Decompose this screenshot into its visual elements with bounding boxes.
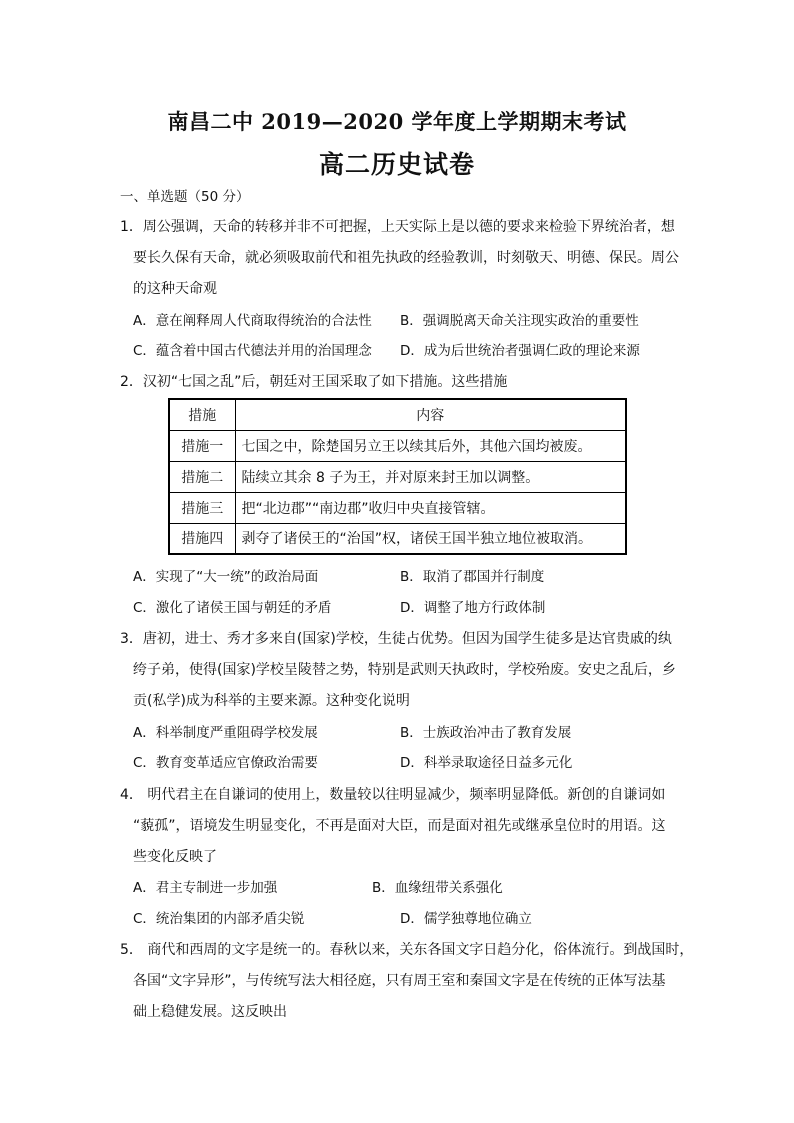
question-1-line-3: 的这种天命观 bbox=[133, 281, 217, 297]
table-cell: 把“北边郡”“南边郡”收归中央直接管辖。 bbox=[235, 492, 626, 523]
measures-table bbox=[168, 398, 627, 555]
exam-title: 南昌二中 2019—2020 学年度上学期期末考试 bbox=[167, 109, 627, 134]
question-1-line-1: 1．周公强调，天命的转移并非不可把握，上天实际上是以德的要求来检验下界统治者，想 bbox=[120, 219, 675, 235]
question-4-line-1: 4． 明代君主在自谦词的使用上，数量较以往明显减少，频率明显降低。新创的自谦词如 bbox=[120, 787, 666, 803]
question-4-option-a: A．君主专制进一步加强 bbox=[133, 880, 278, 896]
question-2-option-a: A．实现了“大一统”的政治局面 bbox=[133, 569, 319, 585]
question-1-option-b: B．强调脱离天命关注现实政治的重要性 bbox=[400, 313, 639, 329]
question-1-option-c: C．蕴含着中国古代德法并用的治国理念 bbox=[133, 343, 372, 359]
table-cell: 措施二 bbox=[169, 461, 235, 492]
question-1-line-2: 要长久保有天命，就必须吸取前代和祖先执政的经验教训，时刻敬天、明德、保民。周公 bbox=[133, 250, 679, 266]
table-row bbox=[169, 492, 626, 523]
table-row bbox=[169, 461, 626, 492]
table-cell: 措施一 bbox=[169, 430, 235, 461]
question-2-stem: 2．汉初“七国之乱”后，朝廷对王国采取了如下措施。这些措施 bbox=[120, 374, 508, 390]
table-cell: 措施三 bbox=[169, 492, 235, 523]
question-3-option-d: D．科举录取途径日益多元化 bbox=[400, 755, 573, 771]
question-1-option-a: A．意在阐释周人代商取得统治的合法性 bbox=[133, 313, 372, 329]
table-row bbox=[169, 430, 626, 461]
question-1-option-d: D．成为后世统治者强调仁政的理论来源 bbox=[400, 343, 640, 359]
table-cell: 剥夺了诸侯王的“治国”权，诸侯王国半独立地位被取消。 bbox=[235, 523, 626, 554]
question-3-option-c: C．教育变革适应官僚政治需要 bbox=[133, 755, 318, 771]
question-2-option-b: B．取消了郡国并行制度 bbox=[400, 569, 545, 585]
table-header-row bbox=[169, 399, 626, 430]
question-4-option-b: B．血缘纽带关系强化 bbox=[372, 880, 503, 896]
question-2-option-d: D．调整了地方行政体制 bbox=[400, 600, 546, 616]
table-header-cell: 内容 bbox=[235, 399, 626, 430]
question-5-line-3: 础上稳健发展。这反映出 bbox=[133, 1004, 287, 1020]
table-header-cell: 措施 bbox=[169, 399, 235, 430]
question-3-option-b: B．士族政治冲击了教育发展 bbox=[400, 725, 572, 741]
question-3-line-3: 贡(私学)成为科举的主要来源。这种变化说明 bbox=[133, 693, 410, 709]
table-row bbox=[169, 523, 626, 554]
question-3-line-1: 3．唐初，进士、秀才多来自(国家)学校，生徒占优势。但因为国学生徒多是达官贵戚的纨 bbox=[120, 631, 672, 647]
question-3-line-2: 绔子弟，使得(国家)学校呈陵替之势，特别是武则天执政时，学校殆废。安史之乱后，乡 bbox=[133, 662, 676, 678]
section-heading: 一、单选题（50 分） bbox=[120, 189, 250, 205]
question-5-line-1: 5． 商代和西周的文字是统一的。春秋以来，关东各国文字日趋分化，俗体流行。到战国时， bbox=[120, 942, 694, 958]
table-cell: 陆续立其余 8 子为王，并对原来封王加以调整。 bbox=[235, 461, 626, 492]
exam-subtitle: 高二历史试卷 bbox=[318, 150, 475, 179]
question-2-option-c: C．激化了诸侯王国与朝廷的矛盾 bbox=[133, 600, 332, 616]
question-4-option-d: D．儒学独尊地位确立 bbox=[400, 911, 532, 927]
question-4-line-3: 些变化反映了 bbox=[133, 849, 217, 865]
question-4-option-c: C．统治集团的内部矛盾尖锐 bbox=[133, 911, 305, 927]
question-4-line-2: “藐孤”，语境发生明显变化，不再是面对大臣，而是面对祖先或继承皇位时的用语。这 bbox=[133, 818, 666, 834]
table-cell: 七国之中，除楚国另立王以续其后外，其他六国均被废。 bbox=[235, 430, 626, 461]
question-3-option-a: A．科举制度严重阻碍学校发展 bbox=[133, 725, 318, 741]
table-cell: 措施四 bbox=[169, 523, 235, 554]
question-5-line-2: 各国“文字异形”，与传统写法大相径庭，只有周王室和秦国文字是在传统的正体写法基 bbox=[133, 973, 666, 989]
